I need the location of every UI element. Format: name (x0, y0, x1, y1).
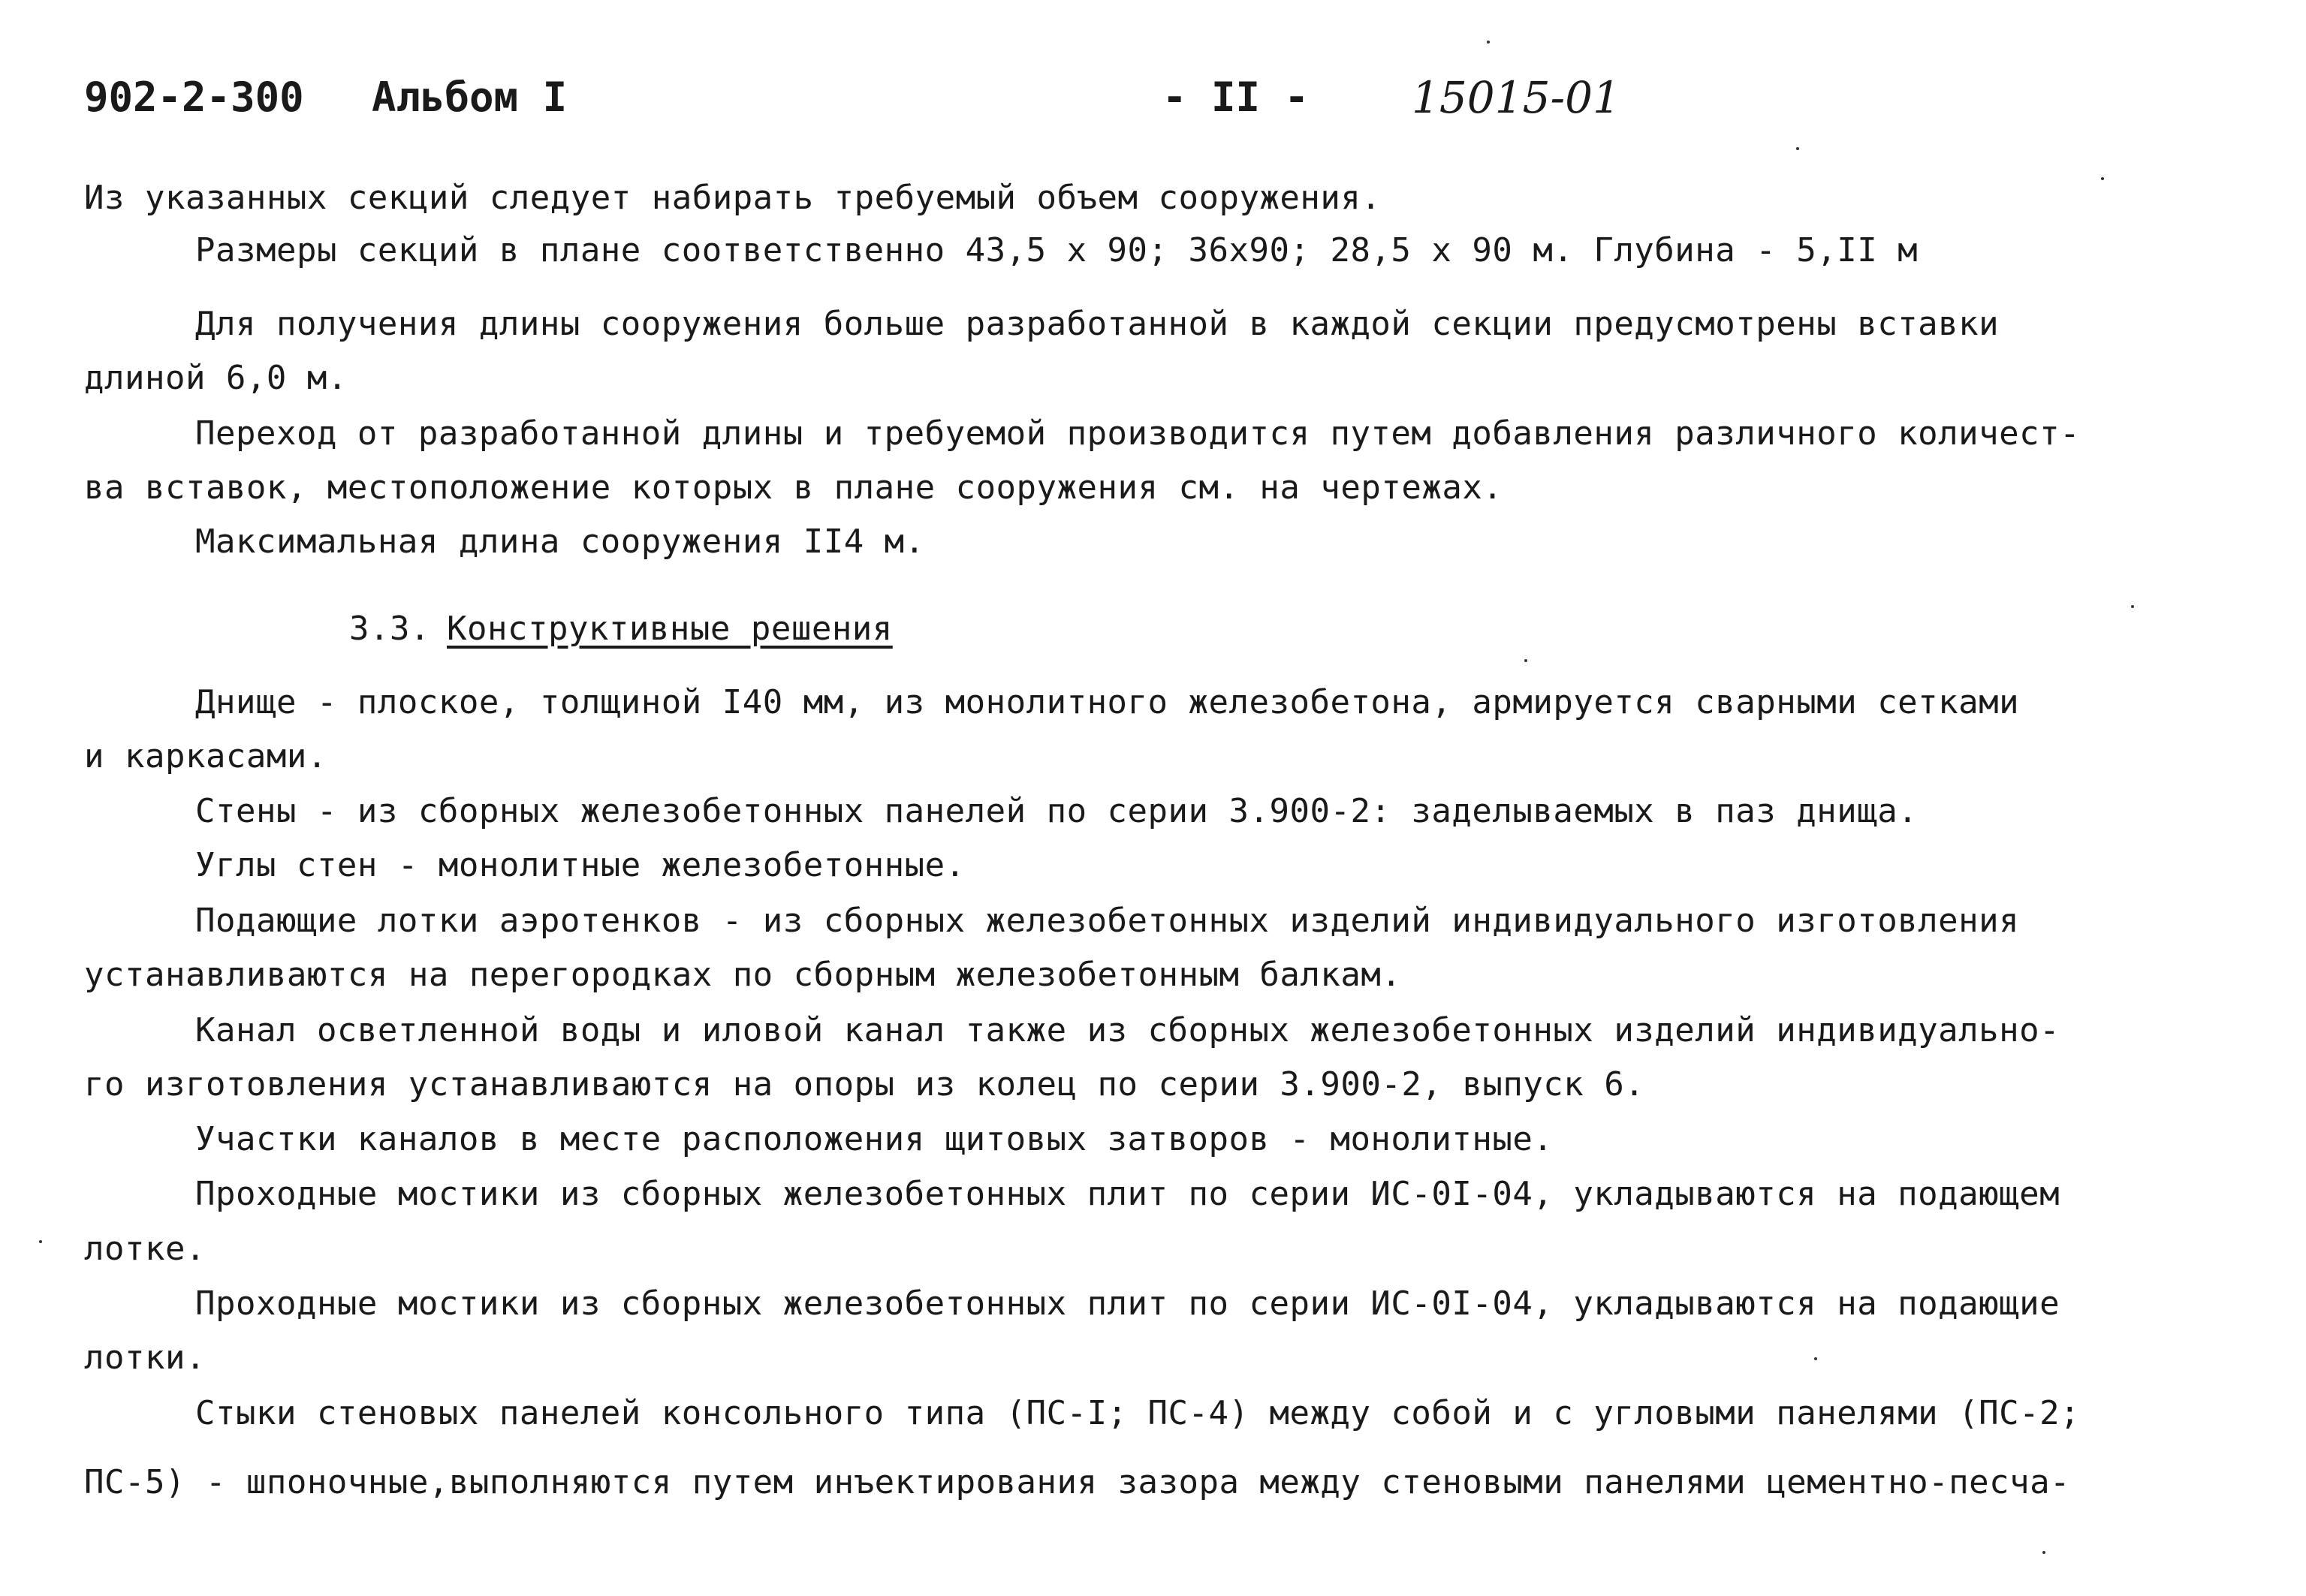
section-title: Конструктивные решения (447, 610, 893, 648)
text-line: Для получения длины сооружения больше разработанной в каждой секции предусмотрены вставки (195, 305, 2000, 343)
text-line: ПС-5) - шпоночные,выполняются путем инъектирования зазора между стеновыми панелями цементно-песча- (84, 1463, 2071, 1501)
handwritten-number: 15015-01 (1412, 72, 1620, 123)
text-line: Стены - из сборных железобетонных панелей по серии 3.900-2: заделываемых в паз днища. (195, 792, 1919, 830)
scan-speck (2101, 177, 2104, 180)
text-line: Участки каналов в месте расположения щитовых затворов - монолитные. (195, 1120, 1554, 1158)
text-line: лотке. (84, 1230, 206, 1268)
section-number: 3.3. (349, 610, 430, 648)
text-line: Проходные мостики из сборных железобетонных плит по серии ИС-0I-04, укладываются на подающем (195, 1175, 2060, 1213)
scan-speck (1487, 41, 1490, 44)
scan-speck (1814, 1357, 1817, 1360)
document-code: 902-2-300 (84, 74, 304, 121)
text-line: Стыки стеновых панелей консольного типа (ПС-I; ПС-4) между собой и с угловыми панелями (ПС-2; (195, 1394, 2081, 1432)
scan-speck (2042, 1551, 2045, 1554)
text-line: длиной 6,0 м. (84, 359, 348, 397)
text-line: Канал осветленной воды и иловой канал также из сборных железобетонных изделий индивидуально- (195, 1011, 2060, 1049)
text-line: устанавливаются на перегородках по сборным железобетонным балкам. (84, 956, 1402, 994)
text-line: Подающие лотки аэротенков - из сборных железобетонных изделий индивидуального изготовления (195, 902, 2020, 940)
page-number: - II - (1162, 74, 1310, 121)
scan-speck (1524, 659, 1527, 662)
text-line: Из указанных секций следует набирать требуемый объем сооружения. (84, 179, 1382, 217)
text-line: Размеры секций в плане соответственно 43,5 х 90; 36х90; 28,5 х 90 м. Глубина - 5,II м (195, 231, 1919, 270)
scan-speck (39, 1240, 42, 1243)
text-line: и каркасами. (84, 737, 327, 775)
text-line: го изготовления устанавливаются на опоры из колец по серии 3.900-2, выпуск 6. (84, 1065, 1645, 1104)
text-line: Переход от разработанной длины и требуемой производится путем добавления различного количест- (195, 414, 2081, 453)
page-header (0, 72, 2306, 135)
text-line: ва вставок, местоположение которых в плане сооружения см. на чертежах. (84, 468, 1503, 507)
text-line: Днище - плоское, толщиной I40 мм, из монолитного железобетона, армируется сварными сетками (195, 683, 2020, 721)
text-line: Проходные мостики из сборных железобетонных плит по серии ИС-0I-04, укладываются на подающие (195, 1284, 2060, 1323)
text-line: Углы стен - монолитные железобетонные. (195, 846, 966, 884)
album-label: Альбом I (372, 74, 568, 121)
text-line: Максимальная длина сооружения II4 м. (195, 522, 925, 561)
scan-speck (1796, 147, 1799, 150)
scan-speck (2131, 605, 2134, 608)
text-line: лотки. (84, 1339, 206, 1377)
